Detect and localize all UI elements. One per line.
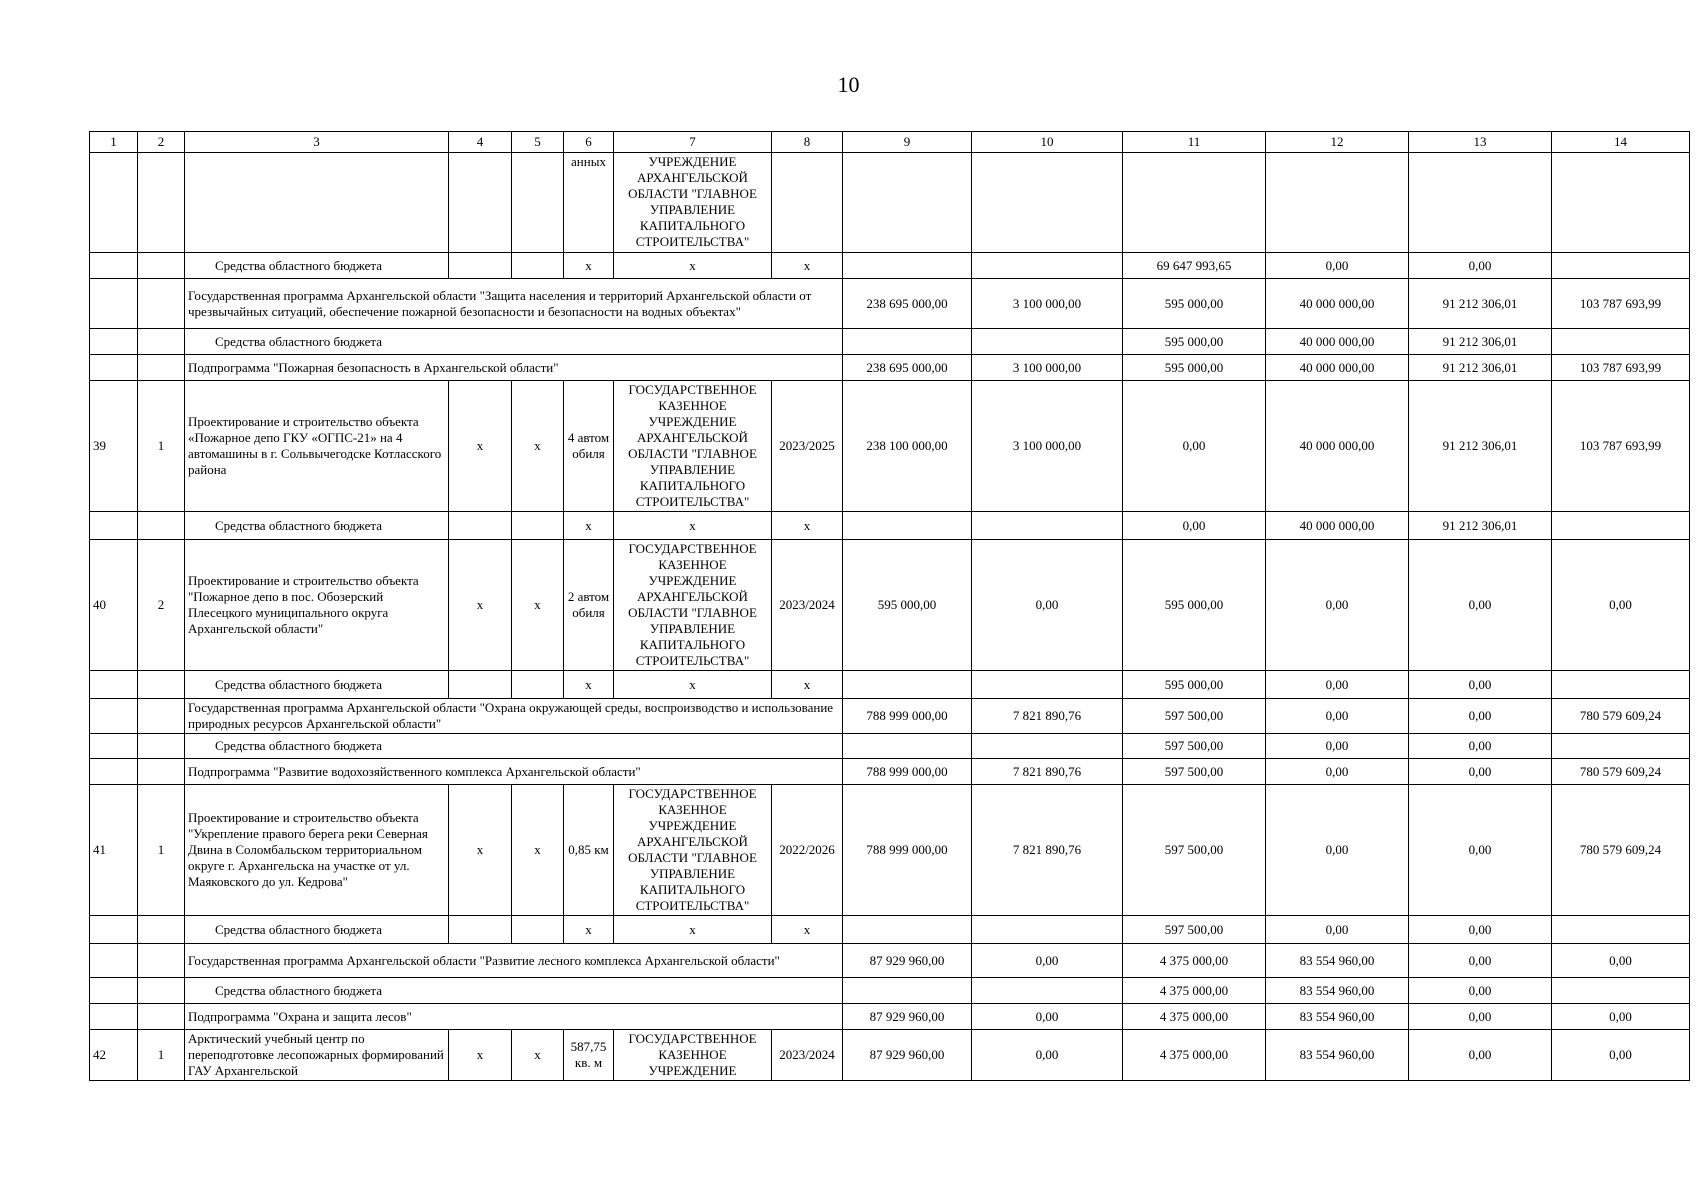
value-cell: 0,00: [1552, 944, 1690, 978]
unit-cell: 4 автом обиля: [564, 381, 614, 512]
budget-table: [89, 131, 1690, 1081]
x-mark: x: [449, 785, 512, 916]
value-cell: 0,00: [1409, 253, 1552, 279]
x-mark: x: [564, 512, 614, 540]
period-cell: 2023/2024: [772, 1030, 843, 1081]
value-cell: 0,00: [1409, 978, 1552, 1004]
value-cell: 4 375 000,00: [1123, 1004, 1266, 1030]
value-cell: 0,00: [1266, 253, 1409, 279]
x-mark: x: [512, 381, 564, 512]
source-label: Средства областного бюджета: [185, 512, 449, 540]
value-cell: 0,00: [1409, 916, 1552, 944]
header-cell: 14: [1552, 132, 1690, 153]
sub-number: 2: [138, 540, 185, 671]
sub-number: 1: [138, 381, 185, 512]
value-cell: 597 500,00: [1123, 699, 1266, 734]
row-number: 40: [90, 540, 138, 671]
x-mark: x: [772, 671, 843, 699]
value-cell: 597 500,00: [1123, 734, 1266, 759]
value-cell: 7 821 890,76: [972, 785, 1123, 916]
value-cell: 4 375 000,00: [1123, 944, 1266, 978]
header-cell: 10: [972, 132, 1123, 153]
value-cell: 103 787 693,99: [1552, 381, 1690, 512]
value-cell: 0,00: [1409, 734, 1552, 759]
x-mark: x: [449, 381, 512, 512]
value-cell: 91 212 306,01: [1409, 512, 1552, 540]
subprogram-title: Подпрограмма "Охрана и защита лесов": [185, 1004, 843, 1030]
x-mark: x: [564, 671, 614, 699]
period-cell: 2023/2025: [772, 381, 843, 512]
value-cell: 0,00: [1552, 1004, 1690, 1030]
value-cell: 780 579 609,24: [1552, 699, 1690, 734]
header-cell: 13: [1409, 132, 1552, 153]
value-cell: 597 500,00: [1123, 785, 1266, 916]
value-cell: 91 212 306,01: [1409, 381, 1552, 512]
row-number: 39: [90, 381, 138, 512]
x-mark: x: [772, 916, 843, 944]
header-cell: 1: [90, 132, 138, 153]
value-cell: 3 100 000,00: [972, 381, 1123, 512]
page-number: 10: [837, 72, 860, 97]
value-cell: 0,00: [1266, 671, 1409, 699]
value-cell: 0,00: [972, 540, 1123, 671]
value-cell: 7 821 890,76: [972, 699, 1123, 734]
value-cell: 595 000,00: [1123, 279, 1266, 329]
value-cell: 91 212 306,01: [1409, 355, 1552, 381]
table-row: [90, 355, 1690, 381]
header-cell: 7: [614, 132, 772, 153]
value-cell: 7 821 890,76: [972, 759, 1123, 785]
table-row: [90, 1030, 1690, 1081]
table-row: [90, 944, 1690, 978]
value-cell: 0,00: [1266, 734, 1409, 759]
value-cell: 0,00: [1409, 785, 1552, 916]
value-cell: 780 579 609,24: [1552, 785, 1690, 916]
value-cell: 83 554 960,00: [1266, 1004, 1409, 1030]
value-cell: 788 999 000,00: [843, 759, 972, 785]
value-cell: 0,00: [972, 1030, 1123, 1081]
header-cell: 5: [512, 132, 564, 153]
source-label: Средства областного бюджета: [185, 671, 449, 699]
value-cell: 597 500,00: [1123, 759, 1266, 785]
table-row: [90, 785, 1690, 916]
source-label: Средства областного бюджета: [185, 329, 843, 355]
value-cell: 0,00: [1409, 540, 1552, 671]
value-cell: 0,00: [1552, 540, 1690, 671]
value-cell: 91 212 306,01: [1409, 279, 1552, 329]
value-cell: 83 554 960,00: [1266, 1030, 1409, 1081]
table-row: [90, 671, 1690, 699]
table-row: [90, 734, 1690, 759]
x-mark: x: [614, 671, 772, 699]
header-row: [90, 132, 1690, 153]
x-mark: x: [449, 540, 512, 671]
value-cell: 3 100 000,00: [972, 355, 1123, 381]
x-mark: x: [512, 540, 564, 671]
value-cell: 69 647 993,65: [1123, 253, 1266, 279]
x-mark: x: [564, 916, 614, 944]
program-title: Государственная программа Архангельской области "Развитие лесного комплекса Архангельской области": [185, 944, 843, 978]
x-mark: x: [449, 1030, 512, 1081]
program-title: Государственная программа Архангельской области "Защита населения и территорий Архангельской области от чрезвычайных ситуаций, обеспечение пожарной безопасности и безопасности на водных объектах": [185, 279, 843, 329]
value-cell: 597 500,00: [1123, 916, 1266, 944]
x-mark: x: [512, 785, 564, 916]
value-cell: 238 695 000,00: [843, 355, 972, 381]
value-cell: 87 929 960,00: [843, 944, 972, 978]
value-cell: 40 000 000,00: [1266, 355, 1409, 381]
value-cell: 103 787 693,99: [1552, 279, 1690, 329]
subprogram-title: Подпрограмма "Пожарная безопасность в Архангельской области": [185, 355, 843, 381]
x-mark: x: [512, 1030, 564, 1081]
x-mark: x: [614, 253, 772, 279]
value-cell: 40 000 000,00: [1266, 512, 1409, 540]
object-title: Проектирование и строительство объекта «Пожарное депо ГКУ «ОГПС-21» на 4 автомашины в г. Сольвычегодске Котласского района: [185, 381, 449, 512]
unit-cell: 2 автом обиля: [564, 540, 614, 671]
object-title: Арктический учебный центр по переподготовке лесопожарных формирований ГАУ Архангельской: [185, 1030, 449, 1081]
header-cell: 9: [843, 132, 972, 153]
value-cell: 0,00: [972, 944, 1123, 978]
source-label: Средства областного бюджета: [185, 978, 843, 1004]
table-row: [90, 699, 1690, 734]
value-cell: 103 787 693,99: [1552, 355, 1690, 381]
value-cell: 0,00: [1266, 916, 1409, 944]
value-cell: 4 375 000,00: [1123, 978, 1266, 1004]
x-mark: x: [772, 253, 843, 279]
organization-cell: ГОСУДАРСТВЕННОЕ КАЗЕННОЕ УЧРЕЖДЕНИЕ АРХАНГЕЛЬСКОЙ ОБЛАСТИ "ГЛАВНОЕ УПРАВЛЕНИЕ КАПИТАЛЬНОГО СТРОИТЕЛЬСТВА": [614, 540, 772, 671]
table-row: [90, 279, 1690, 329]
value-cell: 0,00: [1409, 671, 1552, 699]
value-cell: 595 000,00: [1123, 540, 1266, 671]
value-cell: 83 554 960,00: [1266, 978, 1409, 1004]
value-cell: 0,00: [1266, 759, 1409, 785]
table-row: [90, 1004, 1690, 1030]
value-cell: 0,00: [1409, 944, 1552, 978]
header-cell: 4: [449, 132, 512, 153]
table-row: [90, 759, 1690, 785]
sub-number: 1: [138, 1030, 185, 1081]
header-cell: 12: [1266, 132, 1409, 153]
value-cell: 238 695 000,00: [843, 279, 972, 329]
table-row: [90, 916, 1690, 944]
value-cell: 788 999 000,00: [843, 699, 972, 734]
unit-cell: 587,75 кв. м: [564, 1030, 614, 1081]
value-cell: 0,00: [1409, 699, 1552, 734]
value-cell: 0,00: [1123, 381, 1266, 512]
value-cell: 0,00: [1266, 699, 1409, 734]
organization-cell: ГОСУДАРСТВЕННОЕ КАЗЕННОЕ УЧРЕЖДЕНИЕ: [614, 1030, 772, 1081]
program-title: Государственная программа Архангельской области "Охрана окружающей среды, воспроизводство и использование природных ресурсов Архангельской области": [185, 699, 843, 734]
x-mark: x: [614, 916, 772, 944]
table-row: [90, 153, 1690, 253]
sub-number: 1: [138, 785, 185, 916]
row-number: 41: [90, 785, 138, 916]
organization-cell: УЧРЕЖДЕНИЕ АРХАНГЕЛЬСКОЙ ОБЛАСТИ "ГЛАВНОЕ УПРАВЛЕНИЕ КАПИТАЛЬНОГО СТРОИТЕЛЬСТВА": [614, 153, 772, 253]
x-mark: x: [772, 512, 843, 540]
value-cell: 40 000 000,00: [1266, 381, 1409, 512]
period-cell: 2023/2024: [772, 540, 843, 671]
header-cell: 8: [772, 132, 843, 153]
subprogram-title: Подпрограмма "Развитие водохозяйственного комплекса Архангельской области": [185, 759, 843, 785]
table-row: [90, 512, 1690, 540]
value-cell: 238 100 000,00: [843, 381, 972, 512]
value-cell: 0,00: [1409, 1030, 1552, 1081]
value-cell: 788 999 000,00: [843, 785, 972, 916]
organization-cell: ГОСУДАРСТВЕННОЕ КАЗЕННОЕ УЧРЕЖДЕНИЕ АРХАНГЕЛЬСКОЙ ОБЛАСТИ "ГЛАВНОЕ УПРАВЛЕНИЕ КАПИТАЛЬНОГО СТРОИТЕЛЬСТВА": [614, 381, 772, 512]
header-cell: 11: [1123, 132, 1266, 153]
object-title: Проектирование и строительство объекта "Пожарное депо в пос. Обозерский Плесецкого муниципального округа Архангельской области": [185, 540, 449, 671]
value-cell: 0,00: [972, 1004, 1123, 1030]
table-row: [90, 381, 1690, 512]
value-cell: 0,00: [1552, 1030, 1690, 1081]
source-label: Средства областного бюджета: [185, 916, 449, 944]
value-cell: 87 929 960,00: [843, 1030, 972, 1081]
period-cell: 2022/2026: [772, 785, 843, 916]
value-cell: 3 100 000,00: [972, 279, 1123, 329]
value-cell: 595 000,00: [1123, 329, 1266, 355]
value-cell: 0,00: [1409, 759, 1552, 785]
header-cell: 6: [564, 132, 614, 153]
unit-cell: анных: [564, 153, 614, 253]
x-mark: x: [614, 512, 772, 540]
value-cell: 0,00: [1123, 512, 1266, 540]
value-cell: 780 579 609,24: [1552, 759, 1690, 785]
value-cell: 595 000,00: [1123, 355, 1266, 381]
unit-cell: 0,85 км: [564, 785, 614, 916]
organization-cell: ГОСУДАРСТВЕННОЕ КАЗЕННОЕ УЧРЕЖДЕНИЕ АРХАНГЕЛЬСКОЙ ОБЛАСТИ "ГЛАВНОЕ УПРАВЛЕНИЕ КАПИТАЛЬНОГО СТРОИТЕЛЬСТВА": [614, 785, 772, 916]
source-label: Средства областного бюджета: [185, 734, 843, 759]
value-cell: 87 929 960,00: [843, 1004, 972, 1030]
header-cell: 3: [185, 132, 449, 153]
value-cell: 40 000 000,00: [1266, 279, 1409, 329]
table-row: [90, 329, 1690, 355]
value-cell: 4 375 000,00: [1123, 1030, 1266, 1081]
value-cell: 0,00: [1409, 1004, 1552, 1030]
row-number: 42: [90, 1030, 138, 1081]
header-cell: 2: [138, 132, 185, 153]
value-cell: 83 554 960,00: [1266, 944, 1409, 978]
table-row: [90, 253, 1690, 279]
source-label: Средства областного бюджета: [185, 253, 449, 279]
value-cell: 91 212 306,01: [1409, 329, 1552, 355]
table-row: [90, 540, 1690, 671]
value-cell: 0,00: [1266, 540, 1409, 671]
object-title: Проектирование и строительство объекта "Укрепление правого берега реки Северная Двина в Соломбальском территориальном округе г. Архангельска на участке от ул. Маяковского до ул. Кедрова": [185, 785, 449, 916]
value-cell: 40 000 000,00: [1266, 329, 1409, 355]
value-cell: 595 000,00: [843, 540, 972, 671]
table-row: [90, 978, 1690, 1004]
x-mark: x: [564, 253, 614, 279]
value-cell: 0,00: [1266, 785, 1409, 916]
value-cell: 595 000,00: [1123, 671, 1266, 699]
